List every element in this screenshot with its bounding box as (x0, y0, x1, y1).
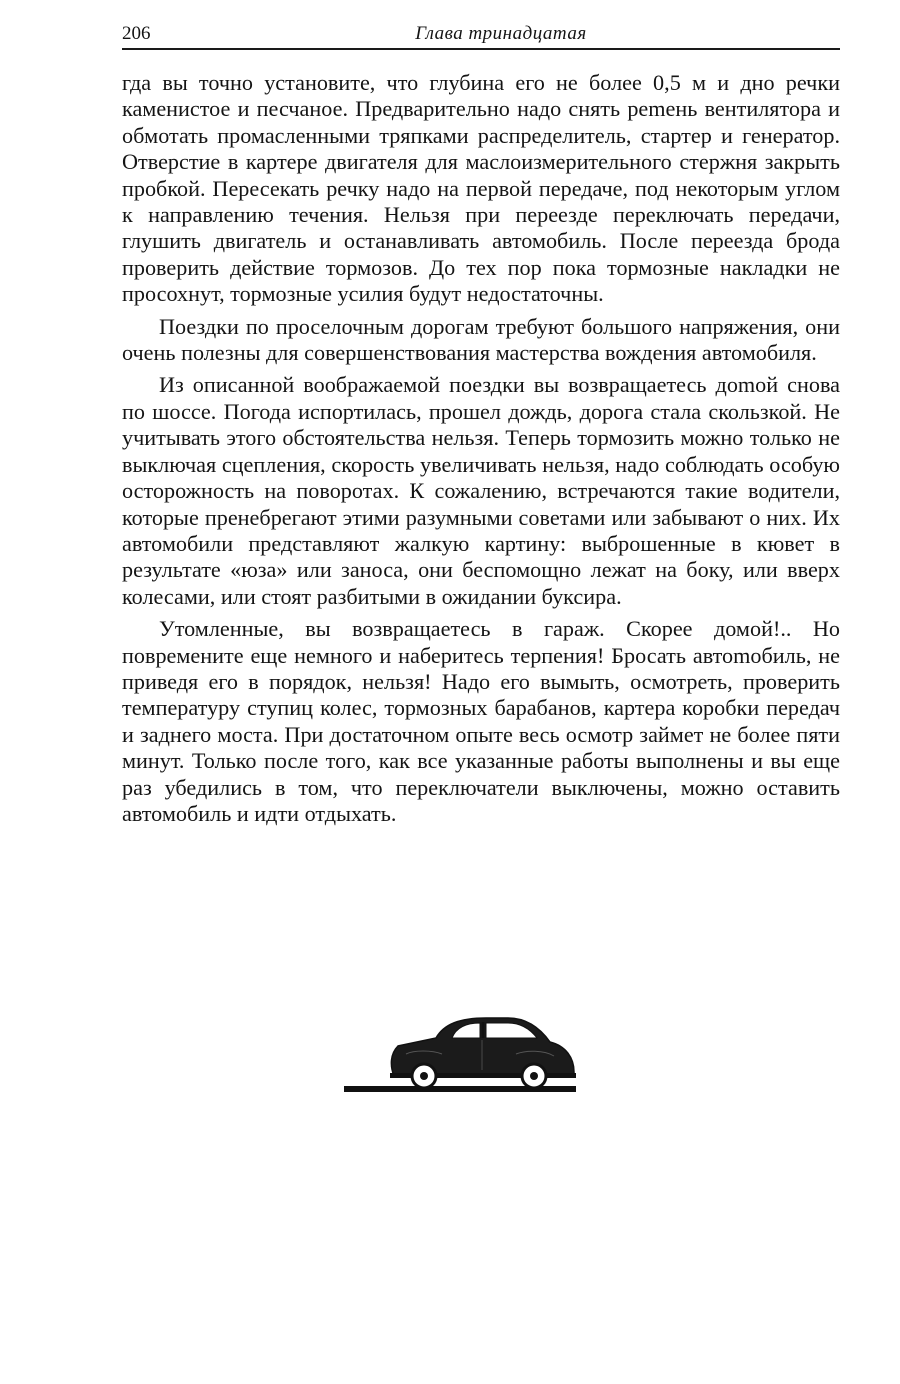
page-number: 206 (122, 23, 151, 44)
paragraph-1: гда вы точно установите, что глубина его не более 0,5 м и дно речки каменистое и песчаное. Предварительно надо снять реmень вентилятора и обмотать промасленными тряпками распределитель, стартер и генератор. Отверстие в картере двигателя для маслоизмерительного стержня закрыть пробкой. Пересекать речку надо на первой передаче, под некоторым углом к направлению течения. Нельзя при переезде переключать передачи, глушить двигатель и останавливать автомобиль. После переезда брода проверить действие тормозов. До тех пор пока тормозные накладки не просохнут, тормозные усилия будут недостаточны. (122, 70, 840, 307)
body-text (122, 70, 840, 833)
paragraph-3: Из описанной воображаемой поездки вы возвращаетесь доmой снова по шоссе. Погода испортилась, прошел дождь, дорога стала скользкой. Не учитывать этого обстоятельства нельзя. Теперь тормозить можно только не выключая сцепления, скорость увеличивать нельзя, надо соблюдать особую осторожность на поворотах. К сожалению, встречаются такие водители, которые пренебрегают этими разумными советами или забывают о них. Их автомобили представляют жалкую картину: выброшенные в кювет в результате «юза» или заноса, они беспомощно лежат на боку, или вверх колесами, или стоят разбитыми в ожидании буксира. (122, 372, 840, 609)
paragraph-2: Поездки по проселочным дорогам требуют большого напряжения, они очень полезны для совершенствования мастерства вождения автомобиля. (122, 313, 840, 366)
car-illustration (340, 1010, 580, 1102)
car-icon (340, 1010, 580, 1102)
paragraph-4: Утомленные, вы возвращаетесь в гараж. Скорее домой!.. Но повремените еще немного и наберитесь терпения! Бросать автоmобиль, не приведя его в порядок, нельзя! Надо его вымыть, осмотреть, проверить температуру ступиц колес, тормозных барабанов, картера коробки передач и заднего моста. При достаточном опыте весь осмотр займет не более пяти минут. Только после того, как все указанные работы выполнены и вы еще раз убедились в том, что переключатели выключены, можно оставить автомобиль и идти отдыхать. (122, 616, 840, 826)
running-title: Глава тринадцатая (415, 23, 587, 44)
page-header (122, 22, 840, 50)
